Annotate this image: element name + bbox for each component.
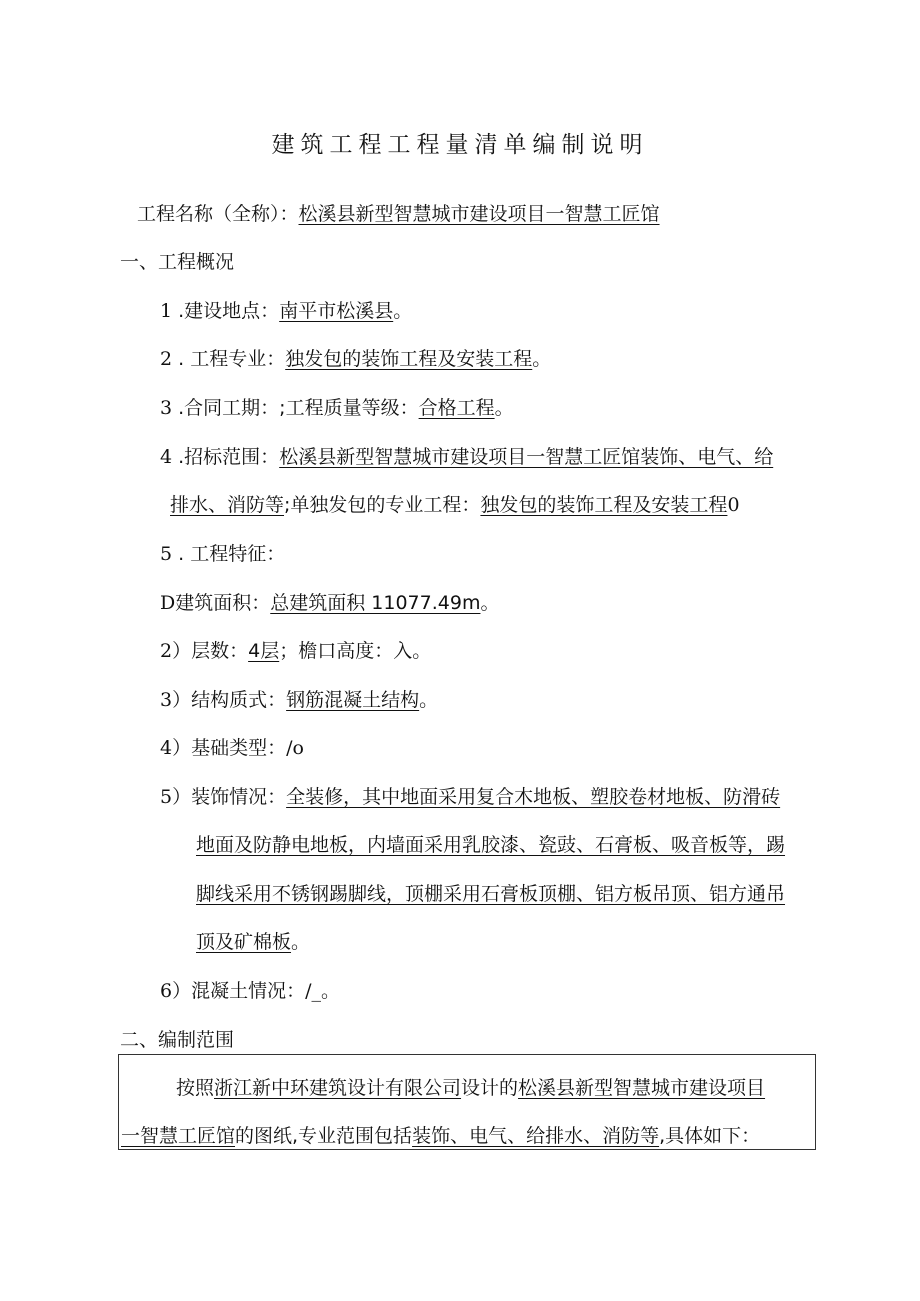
scope-line2: [121, 1124, 760, 1148]
feature5-line2-row: [196, 833, 785, 857]
item2-label: . 工程专业：: [178, 348, 286, 370]
feature2-number: 2）: [160, 640, 192, 662]
feature5-decoration: [160, 785, 780, 809]
feature4-foundation: [160, 736, 304, 760]
item1-number: 1: [160, 300, 173, 322]
scope-mid1: 设计的: [461, 1077, 519, 1099]
feature5-line4: 顶及矿棉板: [196, 931, 292, 953]
item3-label: .合同工期：;工程质量等级：: [178, 397, 419, 419]
feature1-area: [160, 591, 499, 615]
scope-project-line1: 松溪县新型智慧城市建设项目: [518, 1077, 766, 1099]
feature3-structure: [160, 688, 438, 712]
item3-contract-period: [160, 396, 514, 420]
feature3-end: 。: [419, 689, 439, 711]
feature1-number: D: [160, 592, 176, 614]
item4-tender-scope-cont: [170, 493, 740, 517]
feature5-line3-row: [196, 882, 785, 906]
feature4-number: 4）: [160, 737, 192, 759]
feature6-value: /_: [305, 980, 322, 1002]
feature5-number: 5）: [160, 786, 192, 808]
item5-features: [160, 542, 285, 566]
project-name-line: [137, 202, 660, 226]
item5-number: 5: [160, 543, 173, 565]
item2-specialty: [160, 347, 551, 371]
feature5-line1: 全装修，其中地面采用复合木地板、塑胶卷材地板、防滑砖: [286, 786, 781, 808]
project-name-value: 松溪县新型智慧城市建设项目一智慧工匠馆: [298, 203, 660, 225]
item3-value: 合格工程: [418, 397, 495, 419]
item4-value-line1: 松溪县新型智慧城市建设项目一智慧工匠馆装饰、电气、给: [279, 446, 774, 468]
item2-end: 。: [532, 348, 552, 370]
feature6-end: 。: [321, 980, 341, 1002]
feature2-mid: ；檐口高度：入。: [279, 640, 432, 662]
scope-mid2: 的图纸,专业范围包括: [235, 1125, 413, 1147]
feature4-value: /o: [286, 737, 304, 759]
feature6-number: 6）: [160, 980, 192, 1002]
feature2-value: 4层: [248, 640, 280, 662]
feature1-end: 。: [480, 592, 500, 614]
feature5-end: 。: [291, 931, 311, 953]
feature5-label: 装饰情况：: [191, 786, 287, 808]
item4-mid: ;单独发包的专业工程：: [284, 494, 481, 516]
feature3-label: 结构质式：: [191, 689, 287, 711]
item3-number: 3: [160, 397, 173, 419]
item4-tender-scope: [160, 445, 773, 469]
feature2-floors: [160, 639, 431, 663]
feature2-label: 层数：: [191, 640, 249, 662]
feature1-value: 总建筑面积 11077.49m: [270, 592, 481, 614]
feature6-concrete: [160, 979, 340, 1003]
feature5-line4-row: [196, 930, 310, 954]
item4-value3: 独发包的装饰工程及安装工程: [480, 494, 728, 516]
feature1-label: 建筑面积：: [175, 592, 271, 614]
feature5-line3: 脚线采用不锈钢踢脚线，顶棚采用石膏板顶棚、铝方板吊顶、铝方通吊: [196, 883, 786, 905]
item1-end: 。: [393, 300, 413, 322]
scope-project-line2: 一智慧工匠馆: [121, 1125, 236, 1147]
item5-label: . 工程特征：: [178, 543, 286, 565]
feature6-label: 混凝土情况：: [191, 980, 306, 1002]
feature3-value: 钢筋混凝土结构: [286, 689, 420, 711]
feature5-line2: 地面及防静电地板，内墙面采用乳胶漆、瓷豉、石膏板、吸音板等，踢: [196, 834, 786, 856]
item1-value: 南平市松溪县: [279, 300, 394, 322]
scope-designer: 浙江新中环建筑设计有限公司: [214, 1077, 462, 1099]
project-name-label: 工程名称（全称）：: [137, 203, 299, 225]
item2-number: 2: [160, 348, 173, 370]
item2-value: 独发包的装饰工程及安装工程: [285, 348, 533, 370]
scope-end: ,具体如下：: [659, 1125, 761, 1147]
scope-specialties: 装饰、电气、给排水、消防等: [412, 1125, 660, 1147]
document-title: 建筑工程工程量清单编制说明: [271, 132, 649, 158]
item1-label: .建设地点：: [178, 300, 280, 322]
section2-heading: 二、编制范围: [120, 1029, 235, 1051]
item4-label: .招标范围：: [178, 446, 280, 468]
item4-end: 0: [727, 494, 740, 516]
scope-prefix: 按照: [176, 1077, 215, 1099]
item1-location: [160, 299, 412, 323]
feature3-number: 3）: [160, 689, 192, 711]
item3-end: 。: [494, 397, 514, 419]
feature4-label: 基础类型：: [191, 737, 287, 759]
scope-line1: [176, 1076, 765, 1100]
item4-value-line2: 排水、消防等: [170, 494, 285, 516]
section1-heading: 一、工程概况: [120, 251, 235, 273]
item4-number: 4: [160, 446, 173, 468]
